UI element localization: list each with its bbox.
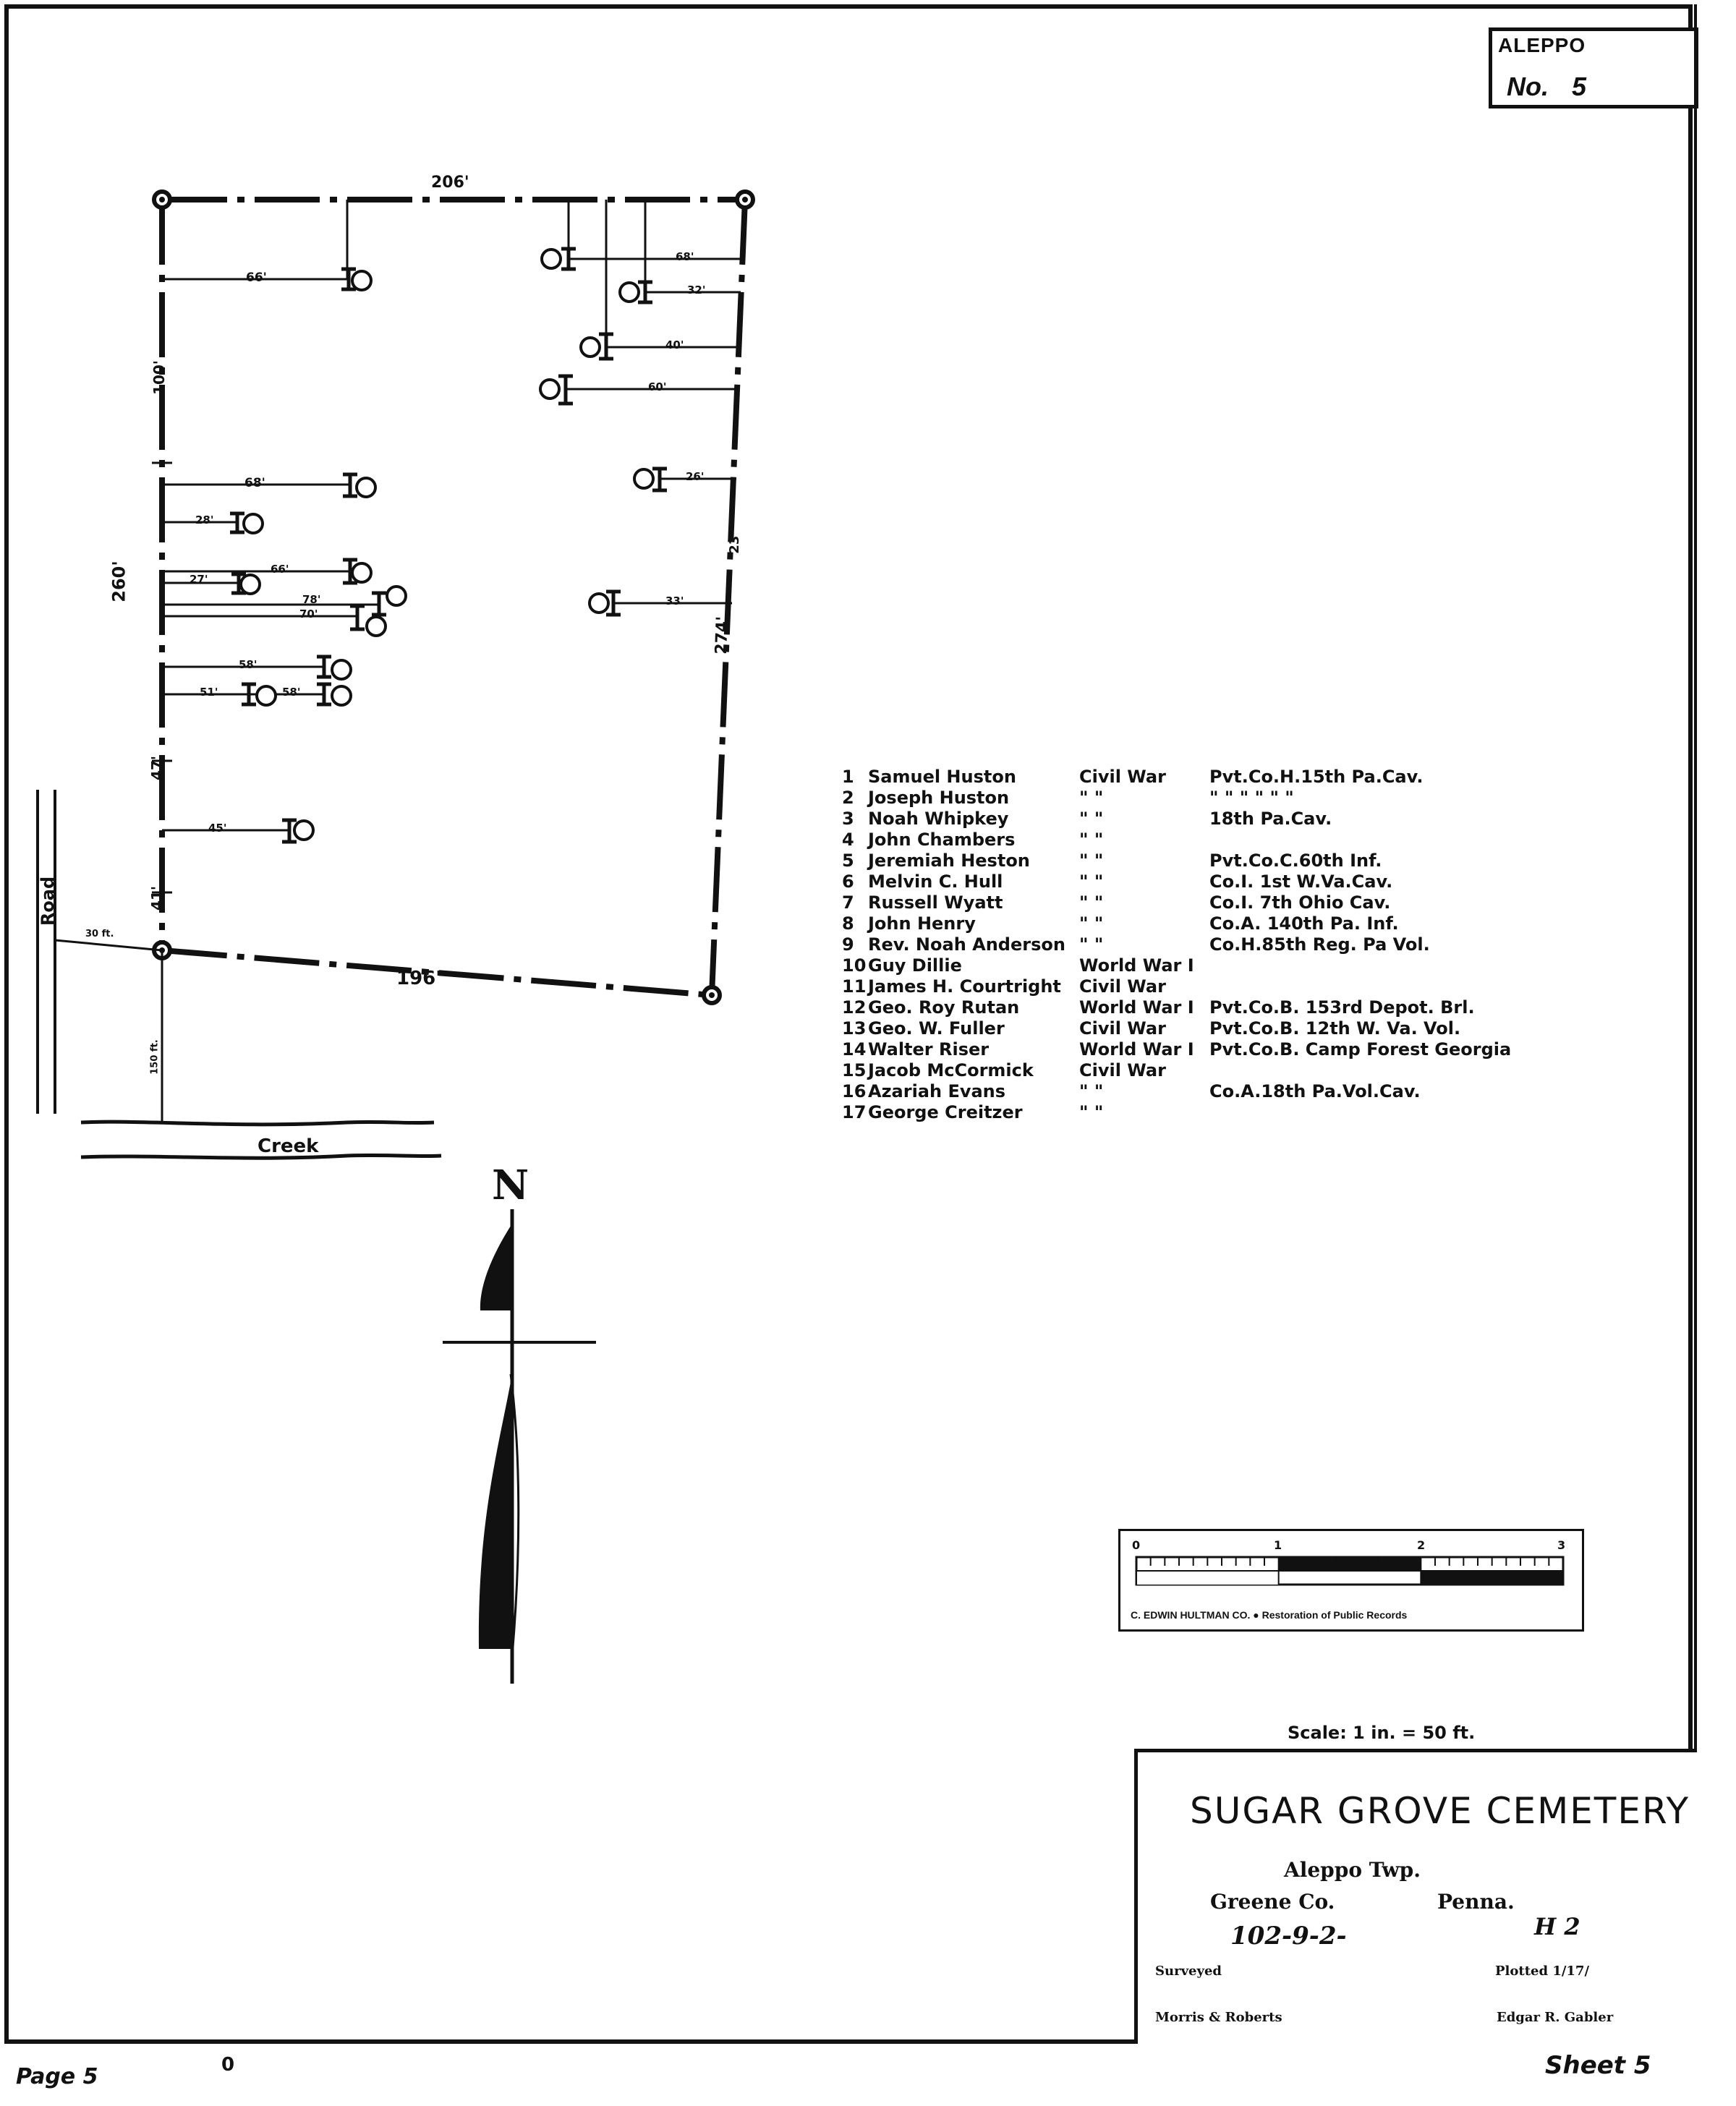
sheet-no-value: 5 bbox=[1572, 72, 1587, 101]
sheet-no-label: No. bbox=[1507, 72, 1549, 101]
dim-north: 206' bbox=[431, 174, 469, 192]
legend-war: " " bbox=[1079, 934, 1104, 955]
legend-number: 7 bbox=[842, 892, 854, 913]
cemetery-title: SUGAR GROVE CEMETERY bbox=[1190, 1790, 1690, 1832]
legend-number: 1 bbox=[842, 767, 854, 787]
legend-unit: Co.I. 7th Ohio Cav. bbox=[1209, 892, 1391, 913]
legend-unit: Pvt.Co.C.60th Inf. bbox=[1209, 850, 1382, 871]
legend-number: 2 bbox=[842, 788, 854, 808]
offset-label: 26' bbox=[686, 470, 705, 483]
grave-markers bbox=[230, 249, 667, 842]
legend-war: " " bbox=[1079, 788, 1104, 808]
dim-east: 274' bbox=[712, 615, 732, 655]
legend-name: John Henry bbox=[868, 913, 976, 934]
legend-name: Geo. W. Fuller bbox=[868, 1018, 1005, 1039]
legend-name: George Creitzer bbox=[868, 1102, 1023, 1122]
road-lines bbox=[38, 790, 162, 1122]
surveyors: Morris & Roberts bbox=[1155, 2010, 1282, 2025]
plotter: Edgar R. Gabler bbox=[1497, 2010, 1614, 2025]
legend-war: " " bbox=[1079, 913, 1104, 934]
title-code-2: H 2 bbox=[1534, 1913, 1580, 1940]
title-block bbox=[1134, 1749, 1697, 2044]
east-boundary bbox=[712, 200, 745, 995]
scale-bar-caption: C. EDWIN HULTMAN CO. ● Restoration of Public Records bbox=[1131, 1609, 1408, 1621]
legend-unit: Pvt.Co.B. 153rd Depot. Brl. bbox=[1209, 997, 1475, 1018]
north-label: N bbox=[492, 1161, 529, 1209]
title-township: Aleppo Twp. bbox=[1284, 1858, 1421, 1882]
grave-tie-lines-west bbox=[162, 279, 379, 830]
legend-unit: Co.A. 140th Pa. Inf. bbox=[1209, 913, 1399, 934]
north-arrow bbox=[443, 1209, 596, 1684]
road-label: Road bbox=[38, 876, 59, 926]
legend-number: 13 bbox=[842, 1018, 867, 1039]
scale-tick-label: 1 bbox=[1274, 1538, 1282, 1552]
footer-mark: 0 bbox=[221, 2054, 235, 2076]
offset-label: 66' bbox=[246, 270, 267, 285]
legend-unit: Pvt.Co.B. 12th W. Va. Vol. bbox=[1209, 1018, 1461, 1039]
scale-tick-label: 3 bbox=[1557, 1538, 1566, 1552]
dim-west-47: 47' bbox=[148, 756, 166, 780]
legend-unit: Pvt.Co.H.15th Pa.Cav. bbox=[1209, 767, 1424, 787]
title-code: 102-9-2- bbox=[1230, 1922, 1347, 1951]
scale-tick-label: 0 bbox=[1132, 1538, 1141, 1552]
legend-name: Jeremiah Heston bbox=[868, 850, 1030, 871]
legend-unit: Co.H.85th Reg. Pa Vol. bbox=[1209, 934, 1430, 955]
offset-label: 27' bbox=[190, 573, 208, 586]
legend-number: 4 bbox=[842, 830, 854, 850]
dim-south: 196' bbox=[396, 968, 442, 989]
offset-label: 70' bbox=[299, 608, 318, 621]
legend-name: Russell Wyatt bbox=[868, 892, 1003, 913]
creek-bank-north bbox=[81, 1122, 434, 1125]
offset-label: 58' bbox=[282, 686, 301, 699]
sheet-township: ALEPPO bbox=[1498, 34, 1586, 56]
offset-label: 60' bbox=[648, 380, 667, 393]
scale-bar-graphic bbox=[1120, 1531, 1583, 1606]
scale-note: Scale: 1 in. = 50 ft. bbox=[1288, 1723, 1476, 1743]
offset-label: 78' bbox=[302, 593, 321, 606]
scale-tick-label: 2 bbox=[1417, 1538, 1426, 1552]
legend-war: World War I bbox=[1079, 1039, 1194, 1060]
legend-war: " " bbox=[1079, 1102, 1104, 1122]
legend-name: Rev. Noah Anderson bbox=[868, 934, 1065, 955]
offset-label: 51' bbox=[200, 686, 218, 699]
legend-war: " " bbox=[1079, 871, 1104, 892]
legend-name: Noah Whipkey bbox=[868, 809, 1009, 829]
legend-name: Jacob McCormick bbox=[868, 1060, 1034, 1080]
legend-war: " " bbox=[1079, 809, 1104, 829]
offset-label: 28' bbox=[195, 513, 214, 526]
legend-name: Melvin C. Hull bbox=[868, 871, 1003, 892]
legend-number: 5 bbox=[842, 850, 854, 871]
legend-war: World War I bbox=[1079, 955, 1194, 976]
corner-monuments bbox=[154, 192, 753, 1003]
legend-number: 12 bbox=[842, 997, 867, 1018]
legend-war: Civil War bbox=[1079, 767, 1166, 787]
legend-name: Azariah Evans bbox=[868, 1081, 1006, 1101]
legend-unit: Co.A.18th Pa.Vol.Cav. bbox=[1209, 1081, 1421, 1101]
dim-west-100: 100' bbox=[150, 360, 168, 395]
road-tie bbox=[55, 940, 162, 950]
title-county: Greene Co. bbox=[1210, 1890, 1335, 1914]
sheet-number: Sheet 5 bbox=[1545, 2051, 1651, 2080]
legend-war: Civil War bbox=[1079, 1018, 1166, 1039]
plotted-label: Plotted 1/17/ bbox=[1495, 1964, 1590, 1979]
offset-label: 66' bbox=[271, 563, 289, 576]
legend-name: John Chambers bbox=[868, 830, 1016, 850]
offset-label: 40' bbox=[665, 338, 684, 351]
grave-number-circles bbox=[241, 250, 653, 840]
cemetery-boundary bbox=[162, 200, 745, 995]
legend-war: " " bbox=[1079, 830, 1104, 850]
legend-number: 15 bbox=[842, 1060, 867, 1080]
legend-war: " " bbox=[1079, 892, 1104, 913]
legend-number: 17 bbox=[842, 1102, 867, 1122]
legend-name: Walter Riser bbox=[868, 1039, 990, 1060]
corner-dots bbox=[159, 197, 748, 998]
legend-number: 9 bbox=[842, 934, 854, 955]
legend-war: Civil War bbox=[1079, 976, 1166, 997]
legend-unit: " " " " " " bbox=[1209, 788, 1294, 808]
legend-number: 8 bbox=[842, 913, 854, 934]
legend-number: 11 bbox=[842, 976, 867, 997]
legend-unit: 18th Pa.Cav. bbox=[1209, 809, 1332, 829]
dim-west-41: 41' bbox=[148, 886, 166, 911]
legend-war: World War I bbox=[1079, 997, 1194, 1018]
legend-name: Joseph Huston bbox=[868, 788, 1010, 808]
legend-number: 14 bbox=[842, 1039, 867, 1060]
graphic-scale-bar bbox=[1118, 1529, 1584, 1632]
road-distance: 30 ft. bbox=[85, 929, 114, 939]
title-state: Penna. bbox=[1437, 1890, 1515, 1914]
dim-east-23: 23' bbox=[726, 532, 742, 554]
legend-war: " " bbox=[1079, 1081, 1104, 1101]
legend-number: 10 bbox=[842, 955, 867, 976]
legend-number: 6 bbox=[842, 871, 854, 892]
legend-war: " " bbox=[1079, 850, 1104, 871]
offset-label: 33' bbox=[665, 594, 684, 608]
offset-label: 68' bbox=[244, 476, 265, 490]
legend-unit: Pvt.Co.B. Camp Forest Georgia bbox=[1209, 1039, 1512, 1060]
creek-distance: 150 ft. bbox=[149, 1039, 161, 1075]
legend-war: Civil War bbox=[1079, 1060, 1166, 1080]
offset-label: 45' bbox=[208, 822, 227, 835]
offset-label: 58' bbox=[239, 658, 258, 671]
legend-unit: Co.I. 1st W.Va.Cav. bbox=[1209, 871, 1393, 892]
offset-label: 32' bbox=[687, 284, 706, 297]
legend-name: James H. Courtright bbox=[868, 976, 1061, 997]
legend-name: Samuel Huston bbox=[868, 767, 1016, 787]
surveyed-label: Surveyed bbox=[1155, 1964, 1222, 1979]
creek-label: Creek bbox=[258, 1135, 319, 1157]
page-number: Page 5 bbox=[16, 2064, 98, 2089]
dim-west: 260' bbox=[109, 560, 129, 602]
legend-number: 16 bbox=[842, 1081, 867, 1101]
legend-name: Guy Dillie bbox=[868, 955, 962, 976]
offset-label: 68' bbox=[676, 250, 694, 263]
legend-name: Geo. Roy Rutan bbox=[868, 997, 1020, 1018]
legend-number: 3 bbox=[842, 809, 854, 829]
